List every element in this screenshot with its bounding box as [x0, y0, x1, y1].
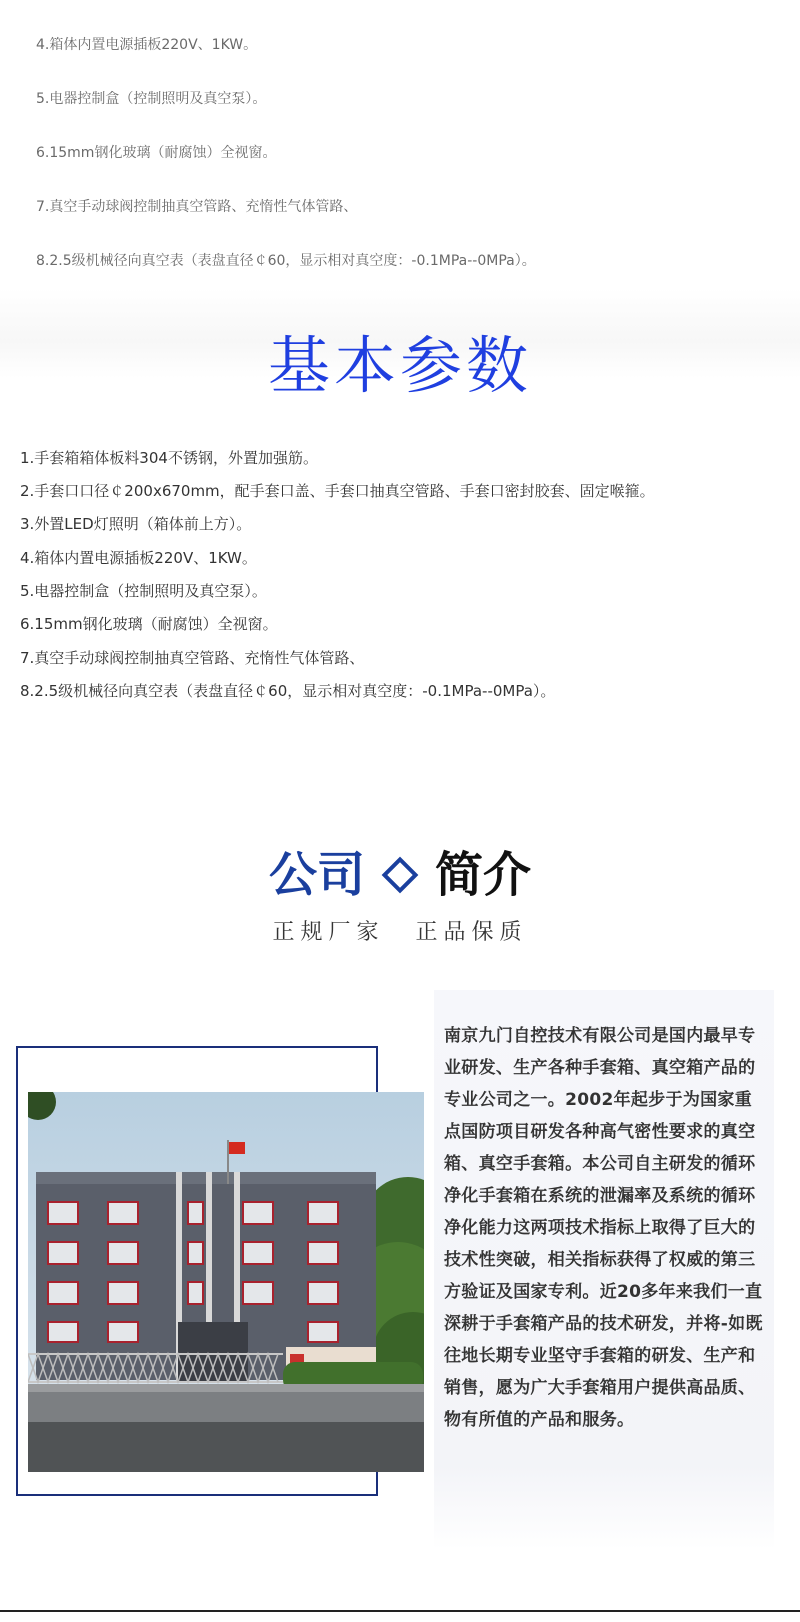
company-description-panel	[434, 990, 774, 1550]
company-section-title	[0, 845, 800, 905]
top-spec-item: 8.2.5级机械径向真空表（表盘直径￠60，显示相对真空度：-0.1MPa--0MPa）。	[36, 253, 536, 269]
params-item: 8.2.5级机械径向真空表（表盘直径￠60，显示相对真空度：-0.1MPa--0MPa）。	[20, 682, 556, 700]
params-item: 6.15mm钢化玻璃（耐腐蚀）全视窗。	[20, 615, 278, 633]
params-item: 7.真空手动球阀控制抽真空管路、充惰性气体管路、	[20, 649, 365, 667]
company-subtitle: 正规厂家 正品保质	[272, 920, 528, 945]
top-spec-item: 4.箱体内置电源插板220V、1KW。	[36, 37, 258, 53]
company-title-right: 简介	[435, 847, 532, 903]
params-item: 5.电器控制盒（控制照明及真空泵）。	[20, 582, 267, 600]
top-spec-item: 5.电器控制盒（控制照明及真空泵）。	[36, 91, 267, 107]
company-description: 南京九门自控技术有限公司是国内最早专业研发、生产各种手套箱、真空箱产品的专业公司之一。2002年起步于为国家重点国防项目研发各种高气密性要求的真空箱、真空手套箱。本公司自主研发的循环净化手套箱在系统的泄漏率及系统的循环净化能力这两项技术指标上取得了巨大的技术性突破，相关指标获得了权威的第三方验证及国家专利。近20多年来我们一直深耕于手套箱产品的技术研发，并将-如既往地长期专业坚守手套箱的研发、生产和销售，愿为广大手套箱用户提供高品质、物有所值的产品和服务。	[444, 1026, 763, 1430]
diamond-icon	[382, 857, 419, 894]
company-title-left: 公司	[268, 847, 365, 903]
params-item: 2.手套口口径￠200x670mm，配手套口盖、手套口抽真空管路、手套口密封胶套、固定喉箍。	[20, 482, 655, 500]
top-spec-item: 7.真空手动球阀控制抽真空管路、充惰性气体管路、	[36, 199, 358, 215]
params-item: 4.箱体内置电源插板220V、1KW。	[20, 549, 257, 567]
bottom-divider	[0, 1610, 800, 1612]
params-section-title: 基本参数	[267, 329, 532, 402]
params-item: 1.手套箱箱体板料304不锈钢，外置加强筋。	[20, 449, 318, 467]
params-item: 3.外置LED灯照明（箱体前上方）。	[20, 515, 252, 533]
top-spec-item: 6.15mm钢化玻璃（耐腐蚀）全视窗。	[36, 145, 277, 161]
company-building-photo	[28, 1092, 424, 1472]
